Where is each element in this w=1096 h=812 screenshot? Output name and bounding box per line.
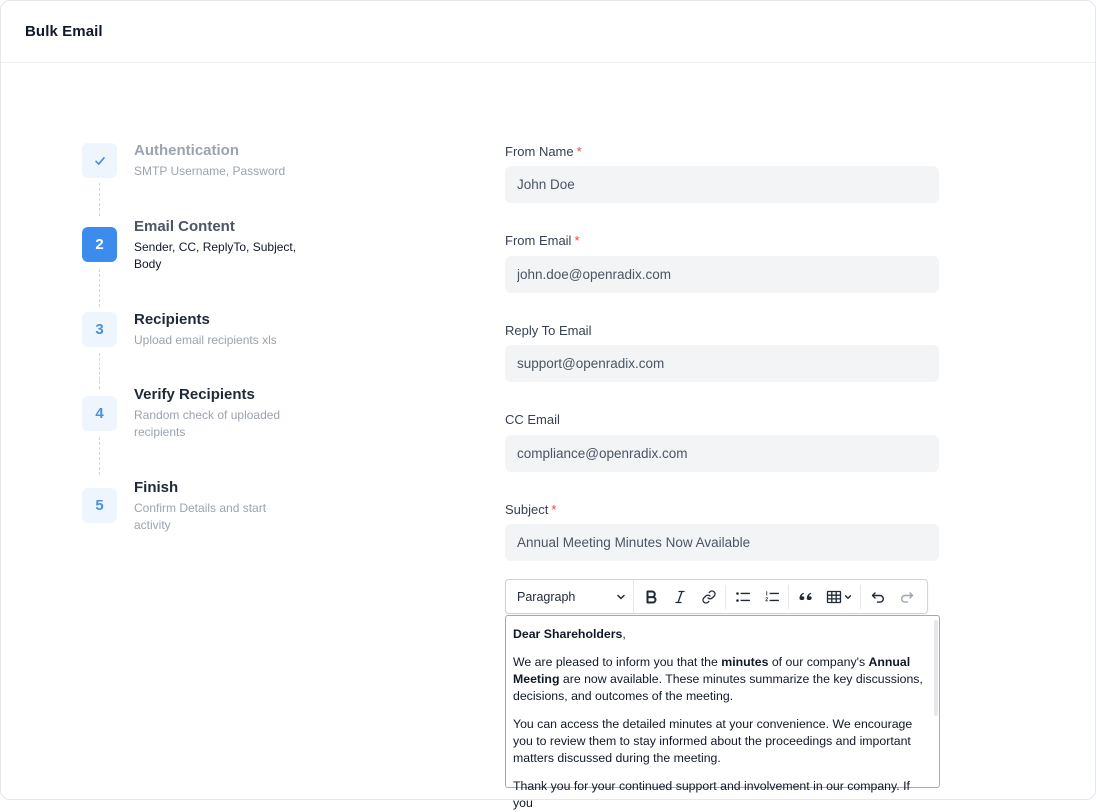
chevron-down-icon (843, 592, 853, 602)
redo-icon (899, 589, 915, 605)
page-title: Bulk Email (25, 23, 103, 40)
editor-scrollbar[interactable] (934, 620, 938, 716)
step-connector (99, 183, 100, 216)
subject-label: Subject * (505, 502, 557, 517)
from-name-label: From Name * (505, 144, 582, 159)
required-mark: * (574, 233, 580, 248)
undo-button[interactable] (863, 580, 892, 613)
paragraph-style-value: Paragraph (517, 589, 576, 604)
body-paragraph: Thank you for your continued support and involvement in our company. If you (513, 779, 910, 810)
cc-email-input[interactable] (505, 435, 939, 472)
numbered-list-icon (764, 589, 780, 605)
blockquote-icon (798, 589, 814, 605)
step-subtitle: SMTP Username, Password (134, 164, 286, 178)
step-badge: 2 (82, 227, 117, 262)
step-badge (82, 143, 117, 178)
required-mark: * (576, 144, 582, 159)
required-mark: * (551, 502, 557, 517)
body-paragraph: We are pleased to inform you that the minutes of our company's Annual Meeting are now available. These minutes summarize the key discussions, decisions, and outcomes of the meeting. (513, 655, 923, 703)
greeting-paragraph: Dear Shareholders, (513, 627, 626, 641)
link-icon (701, 589, 717, 605)
insert-table-button[interactable] (820, 580, 858, 613)
table-icon (826, 589, 842, 605)
step-badge: 3 (82, 312, 117, 347)
toolbar-separator (860, 585, 861, 609)
subject-input[interactable] (505, 524, 939, 561)
bold-icon (643, 589, 659, 605)
step-subtitle: Confirm Details and start activity (134, 501, 267, 532)
step-title: Recipients (134, 311, 210, 328)
step-title: Email Content (134, 218, 235, 235)
toolbar-separator (788, 585, 789, 609)
step-connector (99, 437, 100, 475)
reply-to-email-input[interactable] (505, 345, 939, 382)
body-paragraph: You can access the detailed minutes at your convenience. We encourage you to review them to stay informed about the proceedings and important matters discussed during the meeting. (513, 717, 913, 765)
step-title: Authentication (134, 142, 239, 159)
undo-icon (870, 589, 886, 605)
numbered-list-button[interactable] (757, 580, 786, 613)
blockquote-button[interactable] (791, 580, 820, 613)
italic-icon (672, 589, 688, 605)
check-icon (93, 154, 107, 168)
step-subtitle: Sender, CC, ReplyTo, Subject, Body (134, 240, 297, 271)
step-title: Finish (134, 479, 179, 496)
editor-toolbar (505, 579, 928, 614)
step-connector (99, 269, 100, 307)
italic-button[interactable] (665, 580, 694, 613)
card-header (1, 1, 1095, 63)
email-body-editor[interactable] (505, 615, 940, 810)
chevron-down-icon (615, 591, 627, 603)
bulleted-list-icon (735, 589, 751, 605)
cc-email-label: CC Email (505, 412, 560, 427)
from-name-input[interactable] (505, 166, 939, 203)
toolbar-separator (725, 585, 726, 609)
reply-to-email-label: Reply To Email (505, 323, 592, 338)
step-badge: 4 (82, 396, 117, 431)
paragraph-style-dropdown[interactable] (506, 580, 634, 613)
redo-button[interactable] (892, 580, 921, 613)
step-badge: 5 (82, 488, 117, 523)
bulleted-list-button[interactable] (728, 580, 757, 613)
link-button[interactable] (694, 580, 723, 613)
step-connector (99, 353, 100, 389)
from-email-input[interactable] (505, 256, 939, 293)
step-title: Verify Recipients (134, 386, 255, 403)
step-subtitle: Upload email recipients xls (134, 333, 277, 347)
bold-button[interactable] (636, 580, 665, 613)
step-subtitle: Random check of uploaded recipients (134, 408, 281, 439)
from-email-label: From Email * (505, 233, 580, 248)
